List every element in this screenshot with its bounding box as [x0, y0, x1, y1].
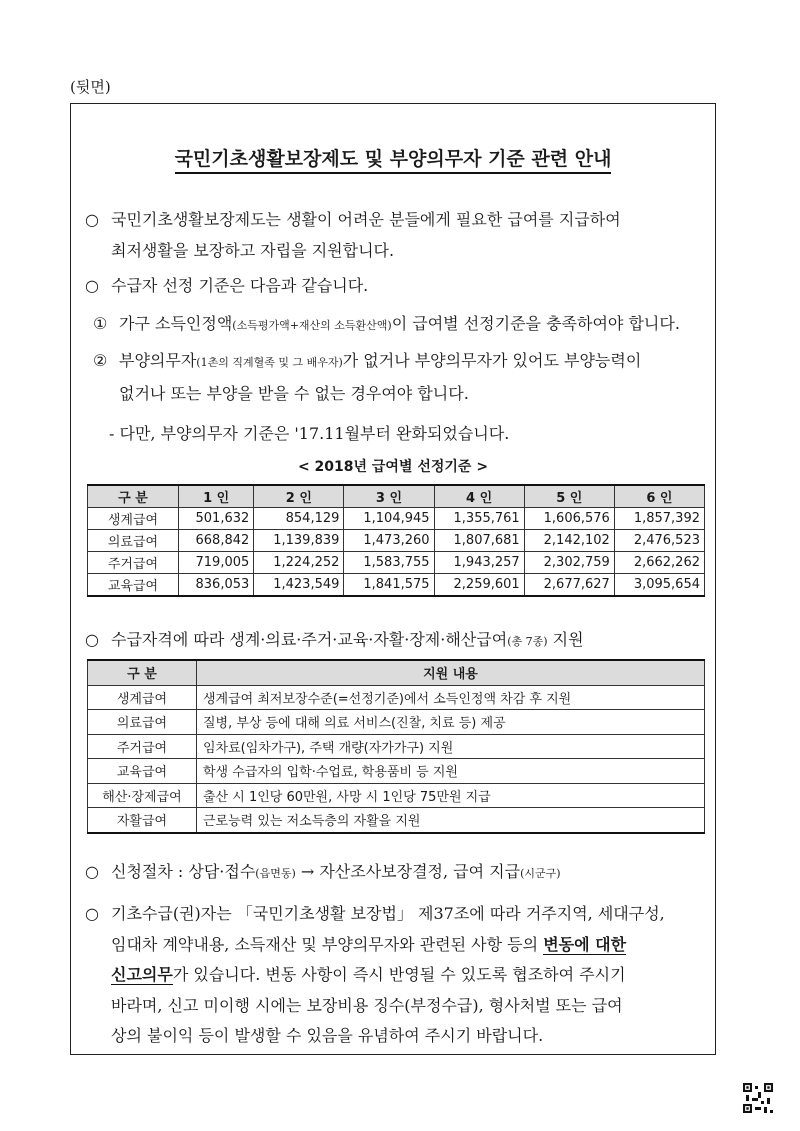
circled-one-icon: ①: [93, 314, 108, 333]
page-side-label: (뒷면): [70, 78, 111, 96]
table-row: 생계급여 생계급여 최저보장수준(=선정기준)에서 소득인정액 차감 후 지원: [88, 685, 705, 710]
table1-title: < 2018년 급여별 선정기준 >: [297, 459, 489, 475]
application-procedure: ○ 신청절차 : 상담·접수(읍면동) → 자산조사보장결정, 급여 지급(시군구): [85, 856, 705, 889]
criteria-heading: ○ 수급자 선정 기준은 다음과 같습니다.: [85, 270, 705, 301]
circle-bullet-icon: ○: [85, 276, 99, 295]
table-header-row: 구 분 1 인 2 인 3 인 4 인 5 인 6 인: [88, 485, 705, 508]
circle-bullet-icon: ○: [85, 630, 99, 649]
table-row: 의료급여 668,842 1,139,839 1,473,260 1,807,681 2,142,102 2,476,523: [88, 530, 705, 552]
circle-bullet-icon: ○: [85, 904, 99, 923]
intro-paragraph: ○ 국민기초생활보장제도는 생활이 어려운 분들에게 필요한 급여를 지급하여 최저생활을 보장하고 자립을 지원합니다.: [85, 204, 705, 266]
document-title: 국민기초생활보장제도 및 부양의무자 기준 관련 안내: [71, 144, 715, 171]
reporting-obligation-notice: ○ 기초수급(권)자는 「국민기초생활 보장법」 제37조에 따라 거주지역, 세대구성, 임대차 계약내용, 소득재산 및 부양의무자와 관련된 사항 등의 변동에 대한 신고의무가 있습니다. 변동 사항이 즉시 반영될 수 있도록 협조하여 주시기 바라며, 신고 미이행 시에는 보장비용 징수(부정수급), 형사처벌 또는 급여 상의 불이익 등이 발생할 수 있음을 유념하여 주시기 바랍니다.: [85, 899, 705, 1052]
table-row: 교육급여 학생 수급자의 입학·수업료, 학용품비 등 지원: [88, 759, 705, 784]
criterion-2: ② 부양의무자(1촌의 직계혈족 및 그 배우자)가 없거나 부양의무자가 있어도 부양능력이 없거나 또는 부양을 받을 수 없는 경우여야 합니다.: [93, 345, 705, 409]
support-heading: ○ 수급자격에 따라 생계·의료·주거·교육·자활·장제·해산급여(총 7종) 지원: [85, 624, 705, 657]
table-header-row: 구 분 지원 내용: [88, 660, 705, 685]
selection-criteria-table: [87, 484, 705, 597]
table-row: 해산·장제급여 출산 시 1인당 60만원, 사망 시 1인당 75만원 지급: [88, 783, 705, 808]
circled-two-icon: ②: [93, 351, 108, 370]
table-row: 주거급여 719,005 1,224,252 1,583,755 1,943,257 2,302,759 2,662,262: [88, 552, 705, 574]
circle-bullet-icon: ○: [85, 862, 99, 881]
criterion-1: ① 가구 소득인정액(소득평가액+재산의 소득환산액)이 급여별 선정기준을 충족하여야 합니다.: [93, 308, 705, 341]
table-row: 교육급여 836,053 1,423,549 1,841,575 2,259,601 2,677,627 3,095,654: [88, 574, 705, 597]
table-row: 의료급여 질병, 부상 등에 대해 의료 서비스(진찰, 치료 등) 제공: [88, 710, 705, 735]
table-row: 생계급여 501,632 854,129 1,104,945 1,355,761 1,606,576 1,857,392: [88, 508, 705, 530]
table-row: 주거급여 임차료(임차가구), 주택 개량(자가가구) 지원: [88, 734, 705, 759]
circle-bullet-icon: ○: [85, 210, 99, 229]
support-content-table: [87, 659, 705, 834]
table-row: 자활급여 근로능력 있는 저소득층의 자활을 지원: [88, 808, 705, 833]
qr-code-icon: [743, 1083, 773, 1113]
notice-frame: [70, 103, 716, 1055]
criteria-note: - 다만, 부양의무자 기준은 '17.11월부터 완화되었습니다.: [109, 424, 510, 443]
